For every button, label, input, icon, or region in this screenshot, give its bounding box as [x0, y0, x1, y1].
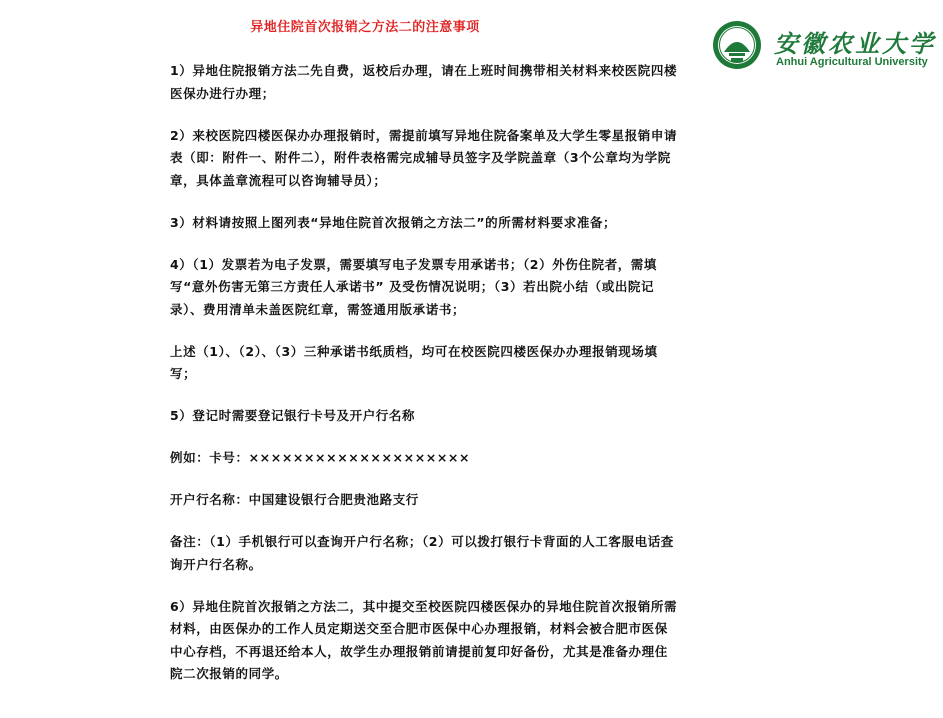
paragraph-2: 2）来校医院四楼医保办办理报销时，需提前填写异地住院备案单及大学生零星报销申请表（即：附件一、附件二），附件表格需完成辅导员签字及学院盖章（3个公章均为学院章，具体盖章流程可以咨询辅导员）；: [170, 127, 678, 188]
paragraph-5: 5）登记时需要登记银行卡号及开户行名称: [170, 408, 416, 423]
university-name-cn: 安徽农业大学: [774, 29, 936, 58]
paragraph-3: 3）材料请按照上图列表“异地住院首次报销之方法二”的所需材料要求准备；: [170, 214, 617, 230]
university-seal-icon: [712, 20, 762, 70]
remark-paragraph: 备注：（1）手机银行可以查询开户行名称；（2）可以拨打银行卡背面的人工客服电话查询开户行名称。: [170, 534, 674, 572]
card-number-example: 例如：卡号：××××××××××××××××××××: [170, 450, 471, 465]
notice-body: [170, 60, 680, 705]
document-title: 异地住院首次报销之方法二的注意事项: [250, 20, 480, 35]
university-name-en: Anhui Agricultural University: [776, 56, 928, 68]
paragraph-4: 4）（1）发票若为电子发票，需要填写电子发票专用承诺书；（2）外伤住院者，需填写“意外伤害无第三方责任人承诺书” 及受伤情况说明；（3）若出院小结（或出院记录）、费用清单未盖医院红章，需签通用版承诺书；: [170, 256, 657, 317]
bank-name-example: 开户行名称：中国建设银行合肥贵池路支行: [170, 492, 419, 507]
paragraph-4-note: 上述（1）、（2）、（3）三种承诺书纸质档，均可在校医院四楼医保办办理报销现场填写；: [170, 343, 658, 381]
paragraph-6: 6）异地住院首次报销之方法二，其中提交至校医院四楼医保办的异地住院首次报销所需材料，由医保办的工作人员定期送交至合肥市医保中心办理报销，材料会被合肥市医保中心存档，不再退还给本人，故学生办理报销前请提前复印好备份，尤其是准备办理住院二次报销的同学。: [170, 598, 678, 681]
university-logo: [712, 20, 937, 76]
paragraph-1: 1）异地住院报销方法二先自费，返校后办理，请在上班时间携带相关材料来校医院四楼医保办进行办理；: [170, 63, 678, 101]
